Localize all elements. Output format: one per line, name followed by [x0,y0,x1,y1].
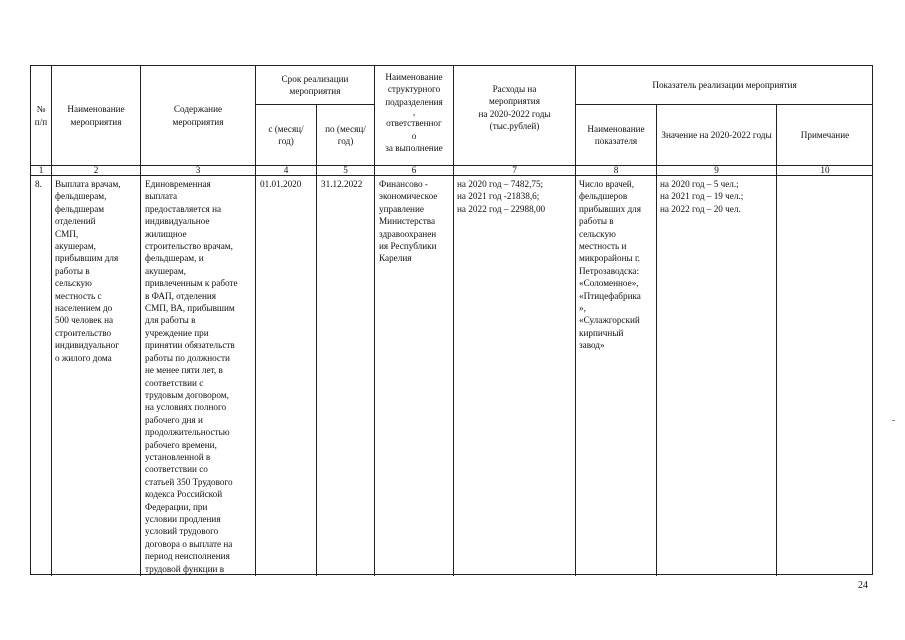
column-number-4: 4 [283,165,289,175]
row-from-date: 01.01.2020 [260,179,302,189]
header-note: Примечание [800,129,850,140]
margin-mark [892,420,895,421]
header-expenses: Расходы на мероприятия на 2020-2022 годы (тыс.рублей) [478,84,551,132]
header-indicator-group: Показатель реализации мероприятия [652,79,797,90]
column-number-2: 2 [93,165,99,175]
row-measure-name: Выплата врачам, фельдшерам, фельдшерам отделений СМП, акушерам, прибывшим для работы в сельскую местность с населением до 500 человек на строительство индивидуальног о жилого дома [55,179,121,363]
header-number: № п/п [34,104,48,127]
header-indicator-value: Значение на 2020-2022 годы [661,129,772,140]
header-from: с (месяц/ год) [268,123,304,146]
page-number: 24 [858,580,868,591]
column-number-7: 7 [512,165,517,175]
column-number-1: 1 [38,165,44,175]
column-number-6: 6 [411,165,417,175]
measures-table [30,65,873,575]
column-number-5: 5 [343,165,348,175]
header-indicator-name: Наименование показателя [587,123,645,146]
header-responsible: Наименование структурного подразделения , ответственног о за выполнение [385,72,443,154]
column-number-3: 3 [195,165,201,175]
row-measure-content: Единовременная выплата предоставляется на индивидуальное жилищное строительство врачам, фельдшерам, и акушерам, привлеченным к работе в ФАП, отделения СМП, ВА, прибывшим для работы в учреждение при принятии обязательств работы по должности не менее пяти лет, в соответствии с трудовым договором, на условиях полного рабочего дня и продолжительностью рабочего времени, установленной в соответствии со статьей 350 Трудового кодекса Российской Федерации, при условии продления условий трудового договора о выплате на период неисполнения трудовой функции в [145,179,238,574]
row-expenses: на 2020 год – 7482,75; на 2021 год -21838,6; на 2022 год – 22988,00 [457,179,546,214]
row-number: 8. [35,179,42,189]
column-number-10: 10 [820,165,830,175]
column-number-9: 9 [714,165,719,175]
row-to-date: 31.12.2022 [321,179,363,189]
header-measure-name: Наименование мероприятия [67,104,125,127]
row-indicator-name: Число врачей, фельдшеров прибывших для работы в сельскую местность и микрорайоны г. Петрозаводска: «Соломенное», «Птицефабрика », «Сулажгорский кирпичный завод» [579,179,641,351]
header-measure-content: Содержание мероприятия [172,104,224,127]
header-to: по (месяц/ год) [325,123,366,146]
header-period-group: Срок реализации мероприятия [281,73,349,96]
column-number-8: 8 [613,165,619,175]
row-responsible: Финансово - экономическое управление Министерства здравоохранен ия Республики Карелия [379,179,438,264]
row-indicator-value: на 2020 год – 5 чел.; на 2021 год – 19 чел.; на 2022 год – 20 чел. [660,179,744,214]
